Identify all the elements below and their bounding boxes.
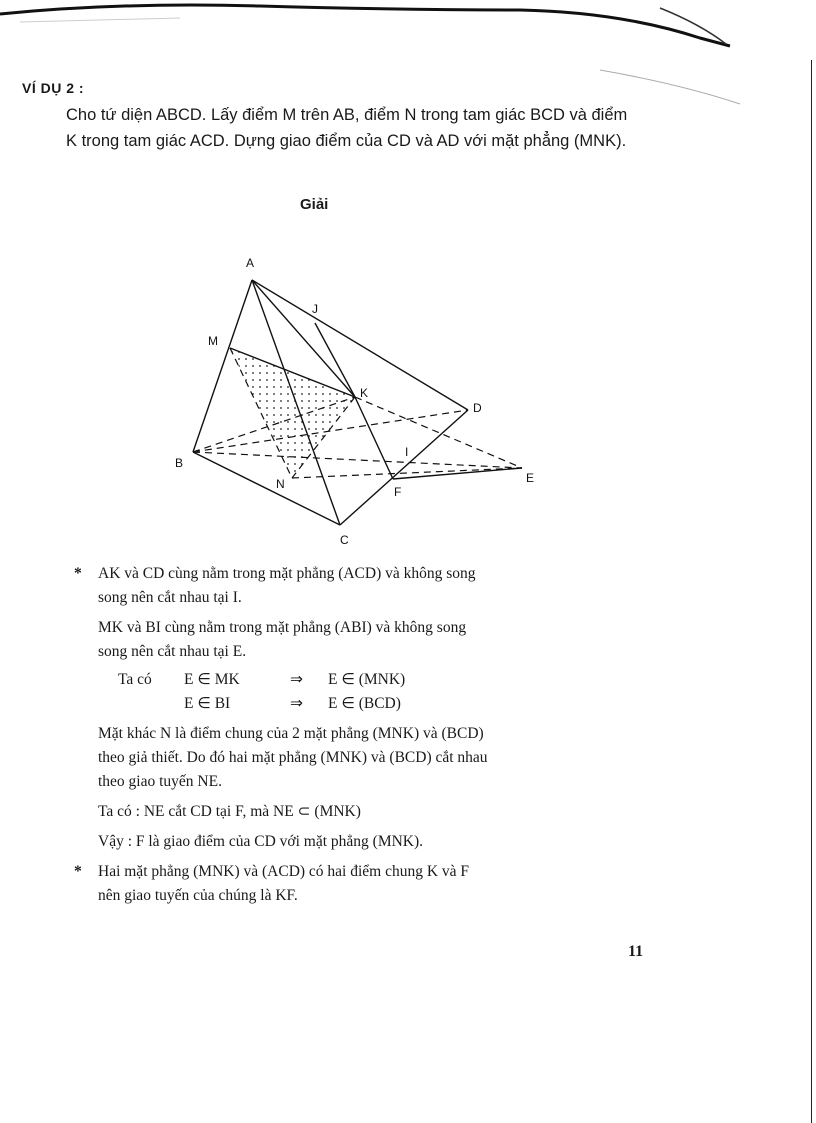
- line-ki-e: [355, 397, 522, 468]
- paragraph-ne-cd: [72, 800, 640, 824]
- text-line: MK và BI cùng nằm trong mặt phẳng (ABI) và không song: [98, 619, 467, 636]
- scan-edge-artifact: [0, 0, 816, 110]
- label-a: A: [246, 256, 255, 270]
- paragraph-n-common: [72, 722, 640, 794]
- bullet-marker: *: [74, 565, 82, 582]
- problem-statement: Cho tứ diện ABCD. Lấy điểm M trên AB, điểm N trong tam giác BCD và điểm K trong tam giác ACD. Dựng giao điểm của CD và AD với mặt phẳng (MNK).: [66, 106, 628, 150]
- text-line: song nên cắt nhau tại E.: [98, 643, 247, 660]
- text-line: Vậy : F là giao điểm của CD với mặt phẳng (MNK).: [98, 833, 424, 850]
- text-line: AK và CD cùng nằm trong mặt phẳng (ACD) và không song: [98, 565, 476, 582]
- label-e: E: [526, 471, 535, 485]
- line-bi-e: [193, 452, 522, 468]
- label-c: C: [340, 533, 349, 547]
- text-line: theo giao tuyến NE.: [98, 773, 222, 790]
- implies-arrow: ⇒: [290, 695, 303, 712]
- formula-row2-right: E ∈ (BCD): [328, 695, 401, 712]
- formula-row1-left: E ∈ MK: [184, 671, 240, 688]
- page-edge-line: [811, 60, 812, 1123]
- text-line: song nên cắt nhau tại I.: [98, 589, 242, 606]
- label-b: B: [175, 456, 184, 470]
- label-n: N: [276, 477, 285, 491]
- line-ne: [292, 468, 522, 478]
- page-number: 11: [628, 943, 644, 960]
- label-m: M: [208, 334, 218, 348]
- membership-formula: [72, 668, 640, 716]
- paragraph-mk-bi: [72, 616, 640, 664]
- formula-taco: Ta có: [118, 671, 152, 688]
- label-j: J: [312, 302, 318, 316]
- paragraph-ak-cd: [72, 562, 640, 610]
- tetrahedron-figure: [160, 245, 560, 550]
- solution-body: [72, 562, 640, 908]
- text-line: Mặt khác N là điểm chung của 2 mặt phẳng (MNK) và (BCD): [98, 725, 484, 742]
- text-line: theo giả thiết. Do đó hai mặt phẳng (MNK) và (BCD) cắt nhau: [98, 749, 488, 766]
- label-k: K: [360, 386, 369, 400]
- label-f: F: [394, 485, 402, 499]
- line-fe: [393, 468, 522, 479]
- solution-heading: Giải: [300, 196, 329, 213]
- text-line: Hai mặt phẳng (MNK) và (ACD) có hai điểm chung K và F: [98, 863, 470, 880]
- example-label: VÍ DỤ 2 :: [22, 80, 85, 96]
- paragraph-kf: [72, 860, 640, 908]
- implies-arrow: ⇒: [290, 671, 303, 688]
- paragraph-conclusion-f: [72, 830, 640, 854]
- text-line: nên giao tuyến của chúng là KF.: [98, 887, 298, 904]
- label-i: I: [405, 445, 409, 459]
- bullet-marker: *: [74, 863, 82, 880]
- line-kf: [355, 397, 393, 479]
- formula-row1-right: E ∈ (MNK): [328, 671, 406, 688]
- edge-cd: [340, 410, 468, 525]
- formula-row2-left: E ∈ BI: [184, 695, 231, 712]
- section-mnk: [230, 348, 355, 478]
- text-line: Ta có : NE cắt CD tại F, mà NE ⊂ (MNK): [98, 803, 361, 820]
- label-d: D: [473, 401, 482, 415]
